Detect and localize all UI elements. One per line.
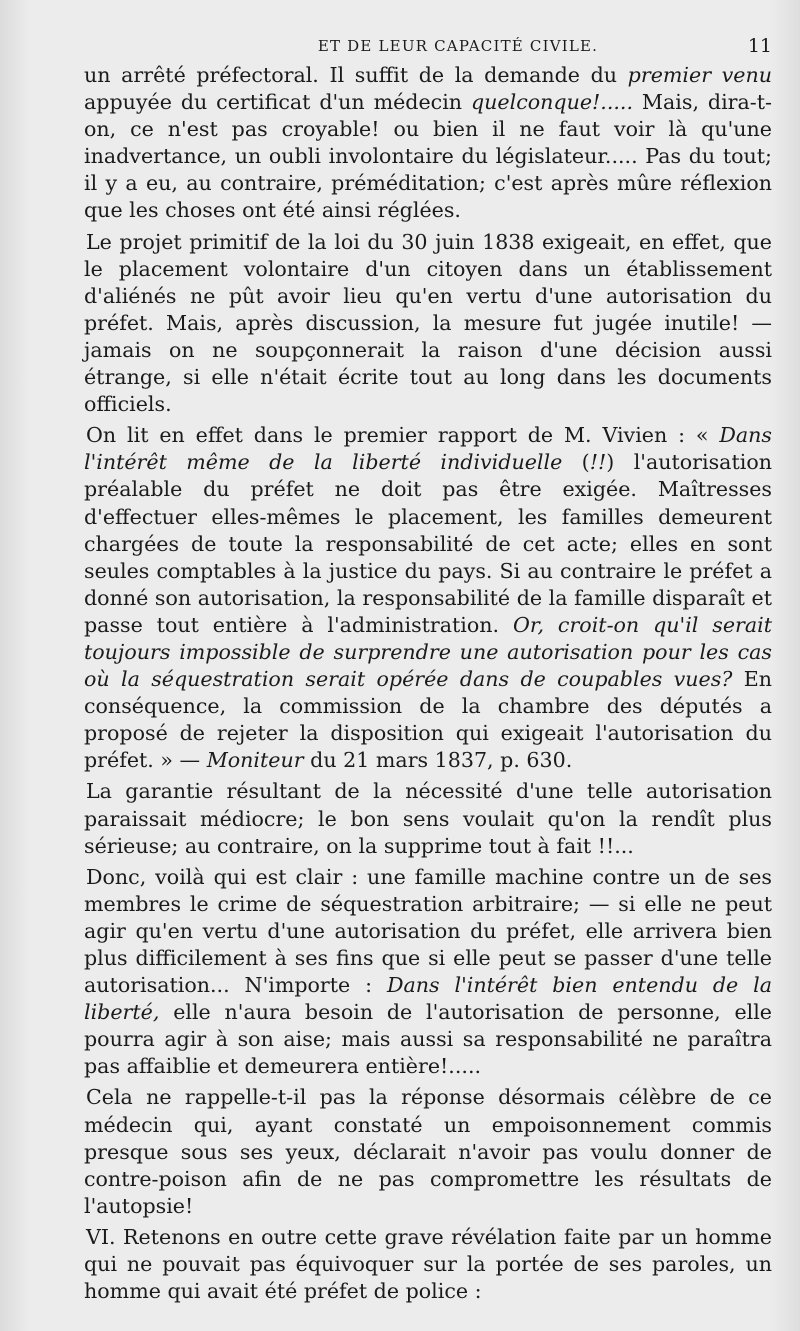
- paragraph-3: [84, 422, 772, 774]
- text-run: Mais, dira-t-on, ce n'est pas croyable! ou bien il ne faut voir là qu'une inadvertance, un oubli involontaire du législateur..... Pas du tout; il y a eu, au contraire, préméditation; c'est après mûre réflexion que les choses ont été ainsi réglées.: [84, 90, 772, 223]
- paragraph-7: VI. Retenons en outre cette grave révélation faite par un homme qui ne pouvait pas équivoquer sur la portée de ses paroles, un homme qui avait été préfet de police :: [84, 1224, 772, 1304]
- italic-run: premier venu: [627, 63, 772, 87]
- page-number: 11: [747, 35, 772, 57]
- italic-run: Or, croit-on qu'il serait toujours impossible de surprendre une autorisation pour les cas où la séquestration serait opérée dans de coupables vues?: [84, 612, 772, 692]
- italic-run: Dans l'intérêt bien entendu de la liberté,: [84, 973, 773, 1025]
- italic-run: quelconque!.....: [470, 90, 634, 115]
- paragraph-5: [84, 864, 772, 1081]
- text-run: du 21 mars 1837, p. 630.: [303, 748, 573, 773]
- text-run: elle n'aura besoin de l'autorisation de personne, elle pourra agir à son aise; mais aussi sa responsabilité ne paraîtra pas affaiblie et demeurera entière!.....: [84, 1000, 772, 1079]
- running-title: ET DE LEUR CAPACITÉ CIVILE.: [317, 37, 599, 55]
- text-run: Donc, voilà qui est clair : une famille machine contre un de ses membres le crime de séquestration arbitraire; — si elle ne peut agir qu'en vertu d'une autorisation du préfet, elle arrivera bien plus difficilement à ses fins que si elle peut se passer d'une telle autorisation... N'importe :: [84, 864, 772, 998]
- text-run: appuyée du certificat d'un médecin: [84, 90, 471, 115]
- running-head: [84, 30, 772, 62]
- text-run: On lit en effet dans le premier rapport de M. Vivien : «: [86, 423, 720, 448]
- paragraph-4: La garantie résultant de la nécessité d'une telle autorisation paraissait médiocre; le bon sens voulait qu'on la rendît plus sérieuse; au contraire, on la supprime tout à fait !!...: [84, 779, 772, 858]
- paragraph-1: [84, 62, 772, 225]
- paragraph-2: Le projet primitif de la loi du 30 juin 1838 exigeait, en effet, que le placement volontaire d'un citoyen dans un établissement d'aliénés ne pût avoir lieu qu'en vertu d'une autorisation du préfet. Mais, après discussion, la mesure fut jugée inutile! — jamais on ne soupçonnerait la raison d'une décision aussi étrange, si elle n'était écrite tout au long dans les documents officiels.: [84, 229, 772, 417]
- text-run: ) l'autorisation préalable du préfet ne doit pas être exigée. Maîtresses d'effectuer elles-mêmes le placement, les familles demeurent chargées de toute la responsabilité de cet acte; elles en sont seules comptables à la justice du pays. Si au contraire le préfet a donné son autorisation, la responsabilité de la famille disparaît et passe tout entière à l'administration.: [84, 450, 772, 637]
- italic-run: Moniteur: [206, 748, 304, 773]
- text-run: un arrêté préfectoral. Il suffit de la demande du: [84, 63, 628, 87]
- text-run: (: [562, 450, 590, 475]
- text-run: En conséquence, la commission de la chambre des députés a proposé de rejeter la disposition qui exigeait l'autorisation du préfet. » —: [84, 667, 772, 773]
- body-text: [84, 62, 772, 1305]
- italic-run: Dans l'intérêt même de la liberté individuelle: [84, 423, 772, 475]
- paragraph-6: Cela ne rappelle-t-il pas la réponse désormais célèbre de ce médecin qui, ayant constaté un empoisonnement commis presque sous ses yeux, déclarait n'avoir pas voulu donner de contre-poison afin de ne pas compromettre les résultats de l'autopsie!: [84, 1085, 772, 1218]
- italic-run: !!: [589, 450, 607, 475]
